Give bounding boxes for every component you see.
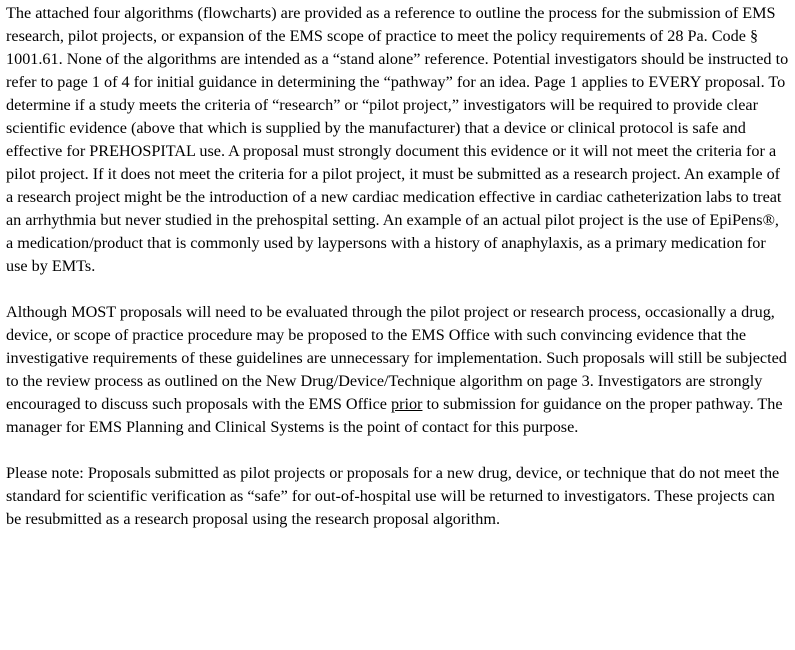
paragraph-algorithms-overview: The attached four algorithms (flowcharts) are provided as a reference to outline the process for the submission of EMS research, pilot projects, or expansion of the EMS scope of practice to meet the policy requirements of 28 Pa. Code § 1001.61. None of the algorithms are intended as a “stand alone” reference. Potential investigators should be instructed to refer to page 1 of 4 for initial guidance in determining the “pathway” for an idea. Page 1 applies to EVERY proposal. To determine if a study meets the criteria of “research” or “pilot project,” investigators will be required to provide clear scientific evidence (above that which is supplied by the manufacturer) that a device or clinical protocol is safe and effective for PREHOSPITAL use. A proposal must strongly document this evidence or it will not meet the criteria for a pilot project. If it does not meet the criteria for a pilot project, it must be submitted as a research project. An example of a research project might be the introduction of a new cardiac medication effective in cardiac catheterization labs to treat an arrhythmia but never studied in the prehospital setting. An example of an actual pilot project is the use of EpiPens®, a medication/product that is commonly used by laypersons with a history of anaphylaxis, as a primary medication for use by EMTs. — [6, 4, 789, 275]
paragraph-proposal-evaluation — [6, 301, 790, 439]
underlined-word-prior: prior — [390, 395, 423, 413]
paragraph-2-text-end: to submission for guidance on the proper pathway. The manager for EMS Planning and Clinical Systems is the point of contact for this purpose. — [6, 395, 783, 436]
document-body — [6, 2, 790, 531]
paragraph-please-note: Please note: Proposals submitted as pilot projects or proposals for a new drug, device, or technique that do not meet the standard for scientific verification as “safe” for out-of-hospital use will be returned to investigators. These projects can be resubmitted as a research proposal using the research proposal algorithm. — [6, 464, 780, 528]
paragraph-2-text-start: Although MOST proposals will need to be evaluated through the pilot project or research process, occasionally a drug, device, or scope of practice procedure may be proposed to the EMS Office with such convincing evidence that the investigative requirements of these guidelines are unnecessary for implementation. Such proposals will still be subjected to the review process as outlined on the New Drug/Device/Technique algorithm on page 3. Investigators are strongly encouraged to discuss such proposals with the EMS Office — [6, 303, 787, 413]
